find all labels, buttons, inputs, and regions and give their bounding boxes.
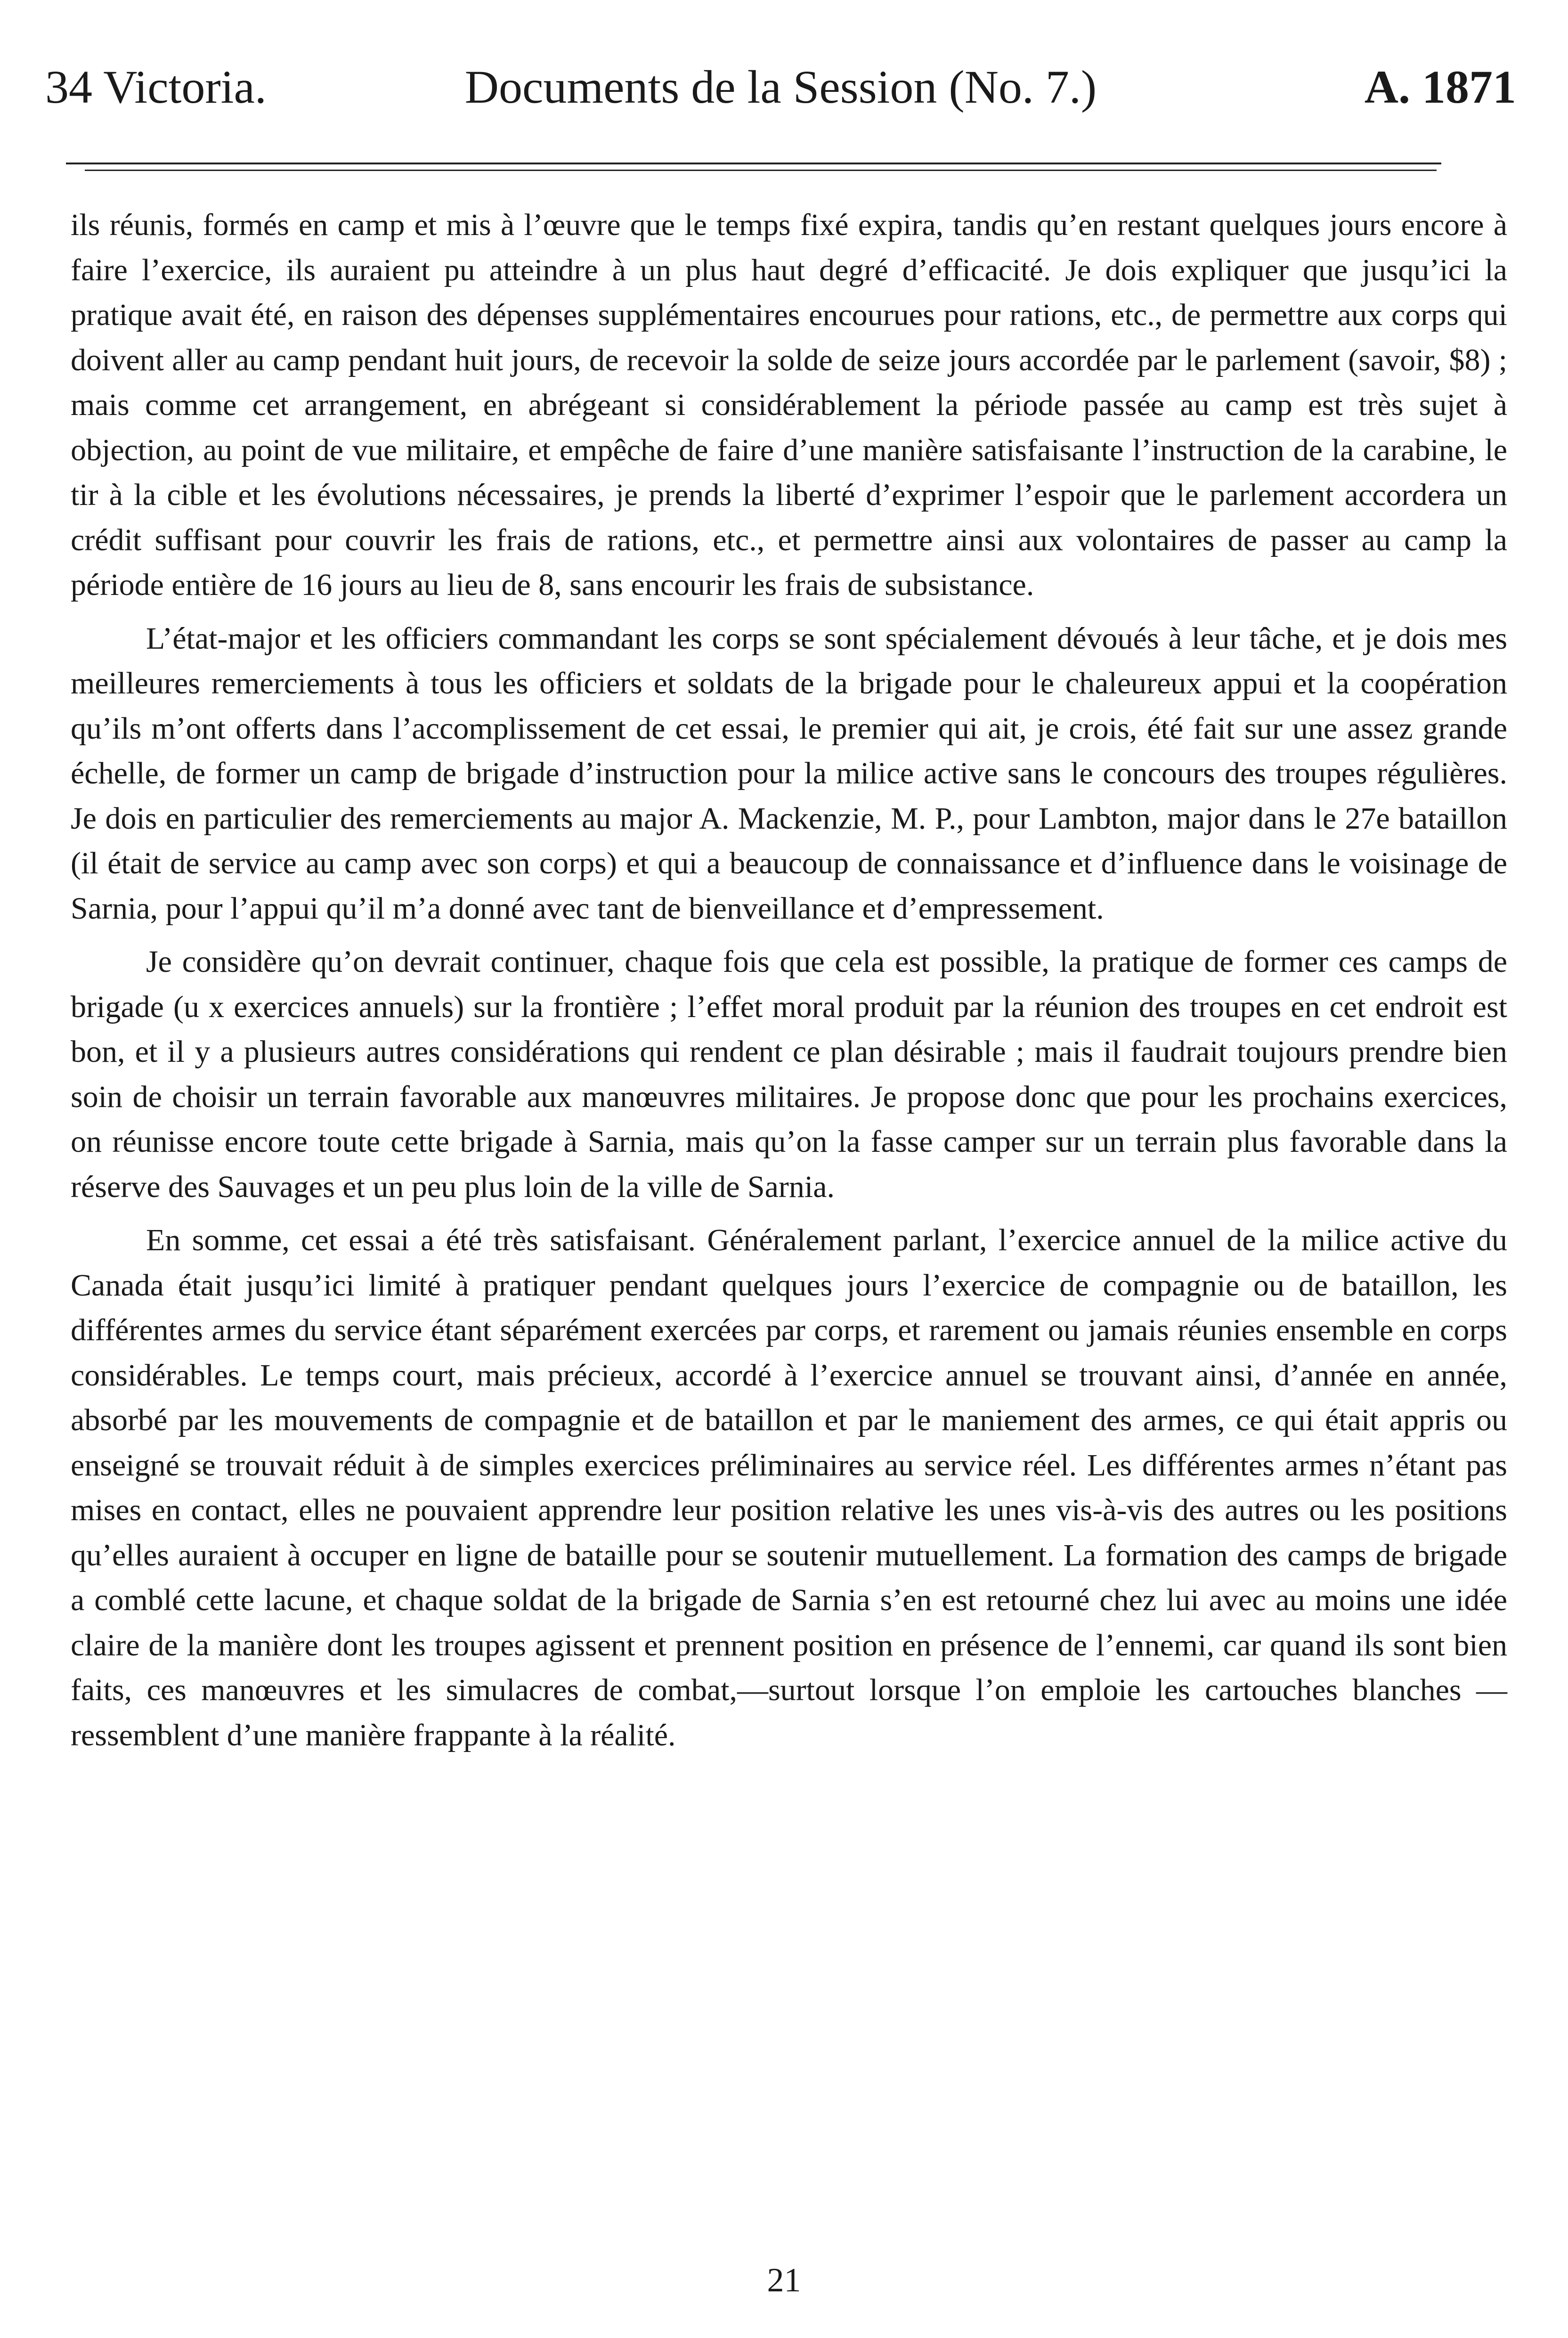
paragraph-3: Je considère qu’on devrait continuer, chaque fois que cela est possible, la pratique de former ces camps de brigade (u x exercices annuels) sur la frontière ; l’effet moral produit par la réunion des troupes en cet endroit est bon, et il y a plusieurs autres considérations qui rendent ce plan désirable ; mais il faudrait toujours prendre bien soin de choisir un terrain favorable aux manœuvres militaires. Je propose donc que pour les prochains exercices, on réunisse encore toute cette brigade à Sarnia, mais qu’on la fasse camper sur un terrain plus favorable dans la réserve des Sauvages et un peu plus loin de la ville de Sarnia. <box>71 945 1507 1204</box>
header-year: A. 1871 <box>1364 61 1516 113</box>
paragraph-1: ils réunis, formés en camp et mis à l’œuvre que le temps fixé expira, tandis qu’en restant quelques jours encore à faire l’exercice, ils auraient pu atteindre à un plus haut degré d’efficacité. Je dois expliquer que jusqu’ici la pratique avait été, en raison des dépenses supplémentaires encourues pour rations, etc., de permettre aux corps qui doivent aller au camp pendant huit jours, de recevoir la solde de seize jours accordée par le parlement (savoir, $8) ; mais comme cet arrangement, en abrégeant si considérablement la période passée au camp est très sujet à objection, au point de vue militaire, et empêche de faire d’une manière satisfaisante l’instruction de la carabine, le tir à la cible et les évolutions nécessaires, je prends la liberté d’exprimer l’espoir que le parlement accordera un crédit suffisant pour couvrir les frais de rations, etc., et permettre ainsi aux volontaires de passer au camp la période entière de 16 jours au lieu de 8, sans encourir les frais de subsistance. <box>71 208 1507 602</box>
paragraph-4: En somme, cet essai a été très satisfaisant. Généralement parlant, l’exercice annuel de la milice active du Canada était jusqu’ici limité à pratiquer pendant quelques jours l’exercice de compagnie ou de bataillon, les différentes armes du service étant séparément exercées par corps, et rarement ou jamais réunies ensemble en corps considérables. Le temps court, mais précieux, accordé à l’exercice annuel se trouvant ainsi, d’année en année, absorbé par les mouvements de compagnie et de bataillon et par le maniement des armes, ce qui était appris ou enseigné se trouvait réduit à de simples exercices préliminaires au service réel. Les différentes armes n’étant pas mises en contact, elles ne pouvaient apprendre leur position relative les unes vis-à-vis des autres ou les positions qu’elles auraient à occuper en ligne de bataille pour se soutenir mutuellement. La formation des camps de brigade a comblé cette lacune, et chaque soldat de la brigade de Sarnia s’en est retourné chez lui avec au moins une idée claire de la manière dont les troupes agissent et prennent position en présence de l’ennemi, car quand ils sont bien faits, ces manœuvres et les simulacres de combat,—surtout lorsque l’on emploie les cartouches blanches —ressemblent d’une manière frappante à la réalité. <box>71 1223 1507 1752</box>
page-number: 21 <box>767 2261 801 2299</box>
header-title: Documents de la Session (No. 7.) <box>464 61 1097 113</box>
header-rule-bottom <box>85 170 1437 171</box>
header-volume: 34 Victoria. <box>45 61 267 113</box>
document-body <box>71 203 1507 1766</box>
page-header <box>45 52 1516 122</box>
header-rule-top <box>66 163 1441 164</box>
paragraph-2: L’état-major et les officiers commandant les corps se sont spécialement dévoués à leur tâche, et je dois mes meilleures remerciements à tous les officiers et soldats de la brigade pour le chaleureux appui et la coopération qu’ils m’ont offerts dans l’accomplissement de cet essai, le premier qui ait, je crois, été fait sur une assez grande échelle, de former un camp de brigade d’instruction pour la milice active sans le concours des troupes régulières. Je dois en particulier des remerciements au major A. Mackenzie, M. P., pour Lambton, major dans le 27e bataillon (il était de service au camp avec son corps) et qui a beaucoup de connaissance et d’influence dans le voisinage de Sarnia, pour l’appui qu’il m’a donné avec tant de bienveillance et d’empressement. <box>71 621 1507 926</box>
